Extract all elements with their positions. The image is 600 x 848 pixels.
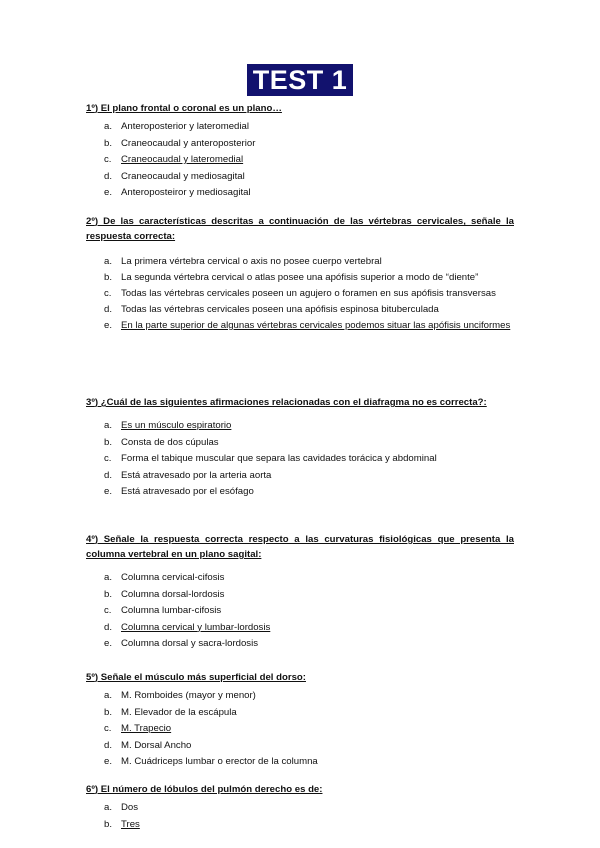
question-5-number: 5º xyxy=(86,672,95,683)
question-6-options xyxy=(86,800,514,833)
option-1c: c. Craneocaudal y lateromedial xyxy=(104,154,244,165)
question-3-text xyxy=(86,395,514,410)
question-4-text xyxy=(86,532,514,562)
option-5e: e. M. Cuádriceps lumbar o erector de la columna xyxy=(104,756,318,767)
answer-6: Tres xyxy=(121,818,140,830)
option-4e: e. Columna dorsal y sacra-lordosis xyxy=(104,638,259,649)
question-1-stem: ) El plano frontal o coronal es un plano… xyxy=(94,103,282,114)
option-2a: a. La primera vértebra cervical o axis no posee cuerpo vertebral xyxy=(104,256,382,267)
question-1-options xyxy=(86,119,514,202)
question-3-stem: ) ¿Cuál de las siguientes afirmaciones relacionadas con el diafragma no es correcta?: xyxy=(94,397,487,408)
option-6a: a. Dos xyxy=(104,802,139,813)
option-4d: d. Columna cervical y lumbar-lordosis xyxy=(104,621,271,633)
question-3 xyxy=(86,395,514,501)
question-1 xyxy=(86,101,514,202)
question-2-number: 2º xyxy=(86,216,95,227)
option-1b: b. Craneocaudal y anteroposterior xyxy=(104,137,256,149)
answer-1: Craneocaudal y lateromedial xyxy=(121,154,244,165)
question-2-options xyxy=(86,254,514,334)
question-4-options xyxy=(86,570,514,653)
option-1a: a. Anteroposterior y lateromedial xyxy=(104,121,249,132)
question-2-stem: ) De las características descritas a continuación de las vértebras cervicales, señale la respuesta correcta: xyxy=(86,216,514,242)
option-2e: e. En la parte superior de algunas vértebras cervicales podemos situar las apófisis unciformes xyxy=(104,320,511,331)
option-5b: b. M. Elevador de la escápula xyxy=(104,706,237,718)
answer-5: M. Trapecio xyxy=(121,723,172,734)
title-container xyxy=(0,64,600,96)
question-5-text xyxy=(86,670,514,685)
option-4a: a. Columna cervical-cifosis xyxy=(104,572,225,583)
question-4-stem: ) Señale la respuesta correcta respecto a las curvaturas fisiológicas que presenta la columna vertebral en un plano sagital: xyxy=(86,534,514,560)
option-3e: e. Está atravesado por el esófago xyxy=(104,486,254,497)
question-1-number: 1º xyxy=(86,103,95,114)
question-2-text xyxy=(86,214,514,244)
question-6-text xyxy=(86,782,514,797)
option-4c: c. Columna lumbar-cifosis xyxy=(104,605,222,616)
option-1e: e. Anteroposteiror y mediosagital xyxy=(104,187,251,198)
question-1-text xyxy=(86,101,514,116)
option-2c: c. Todas las vértebras cervicales poseen un agujero o foramen en sus apófisis transversas xyxy=(104,288,496,299)
option-4b: b. Columna dorsal-lordosis xyxy=(104,588,225,600)
test-title: TEST 1 xyxy=(247,64,354,96)
answer-3: Es un músculo espiratorio xyxy=(121,420,232,431)
option-6b: b. Tres xyxy=(104,818,140,830)
question-4-number: 4º xyxy=(86,534,95,545)
option-2b: b. La segunda vértebra cervical o atlas posee una apófisis superior a modo de “diente” xyxy=(104,272,479,283)
question-3-options xyxy=(86,418,514,501)
question-5 xyxy=(86,670,514,771)
option-1d: d. Craneocaudal y mediosagital xyxy=(104,170,245,182)
question-5-options xyxy=(86,688,514,771)
option-3a: a. Es un músculo espiratorio xyxy=(104,420,232,431)
option-3c: c. Forma el tabique muscular que separa las cavidades torácica y abdominal xyxy=(104,453,437,464)
question-6-number: 6º xyxy=(86,784,95,795)
question-2 xyxy=(86,214,514,334)
option-3d: d. Está atravesado por la arteria aorta xyxy=(104,469,272,481)
option-3b: b. Consta de dos cúpulas xyxy=(104,436,219,448)
answer-2: En la parte superior de algunas vértebras cervicales podemos situar las apófisis unciformes xyxy=(121,320,511,331)
option-5a: a. M. Romboides (mayor y menor) xyxy=(104,690,256,701)
option-5d: d. M. Dorsal Ancho xyxy=(104,739,192,751)
question-5-stem: ) Señale el músculo más superficial del dorso: xyxy=(94,672,306,683)
question-6-stem: ) El número de lóbulos del pulmón derecho es de: xyxy=(94,784,323,795)
answer-4: Columna cervical y lumbar-lordosis xyxy=(121,621,271,633)
option-2d: d. Todas las vértebras cervicales poseen una apófisis espinosa bituberculada xyxy=(104,304,439,315)
question-6 xyxy=(86,782,514,833)
question-4 xyxy=(86,532,514,653)
question-3-number: 3º xyxy=(86,397,95,408)
option-5c: c. M. Trapecio xyxy=(104,723,172,734)
